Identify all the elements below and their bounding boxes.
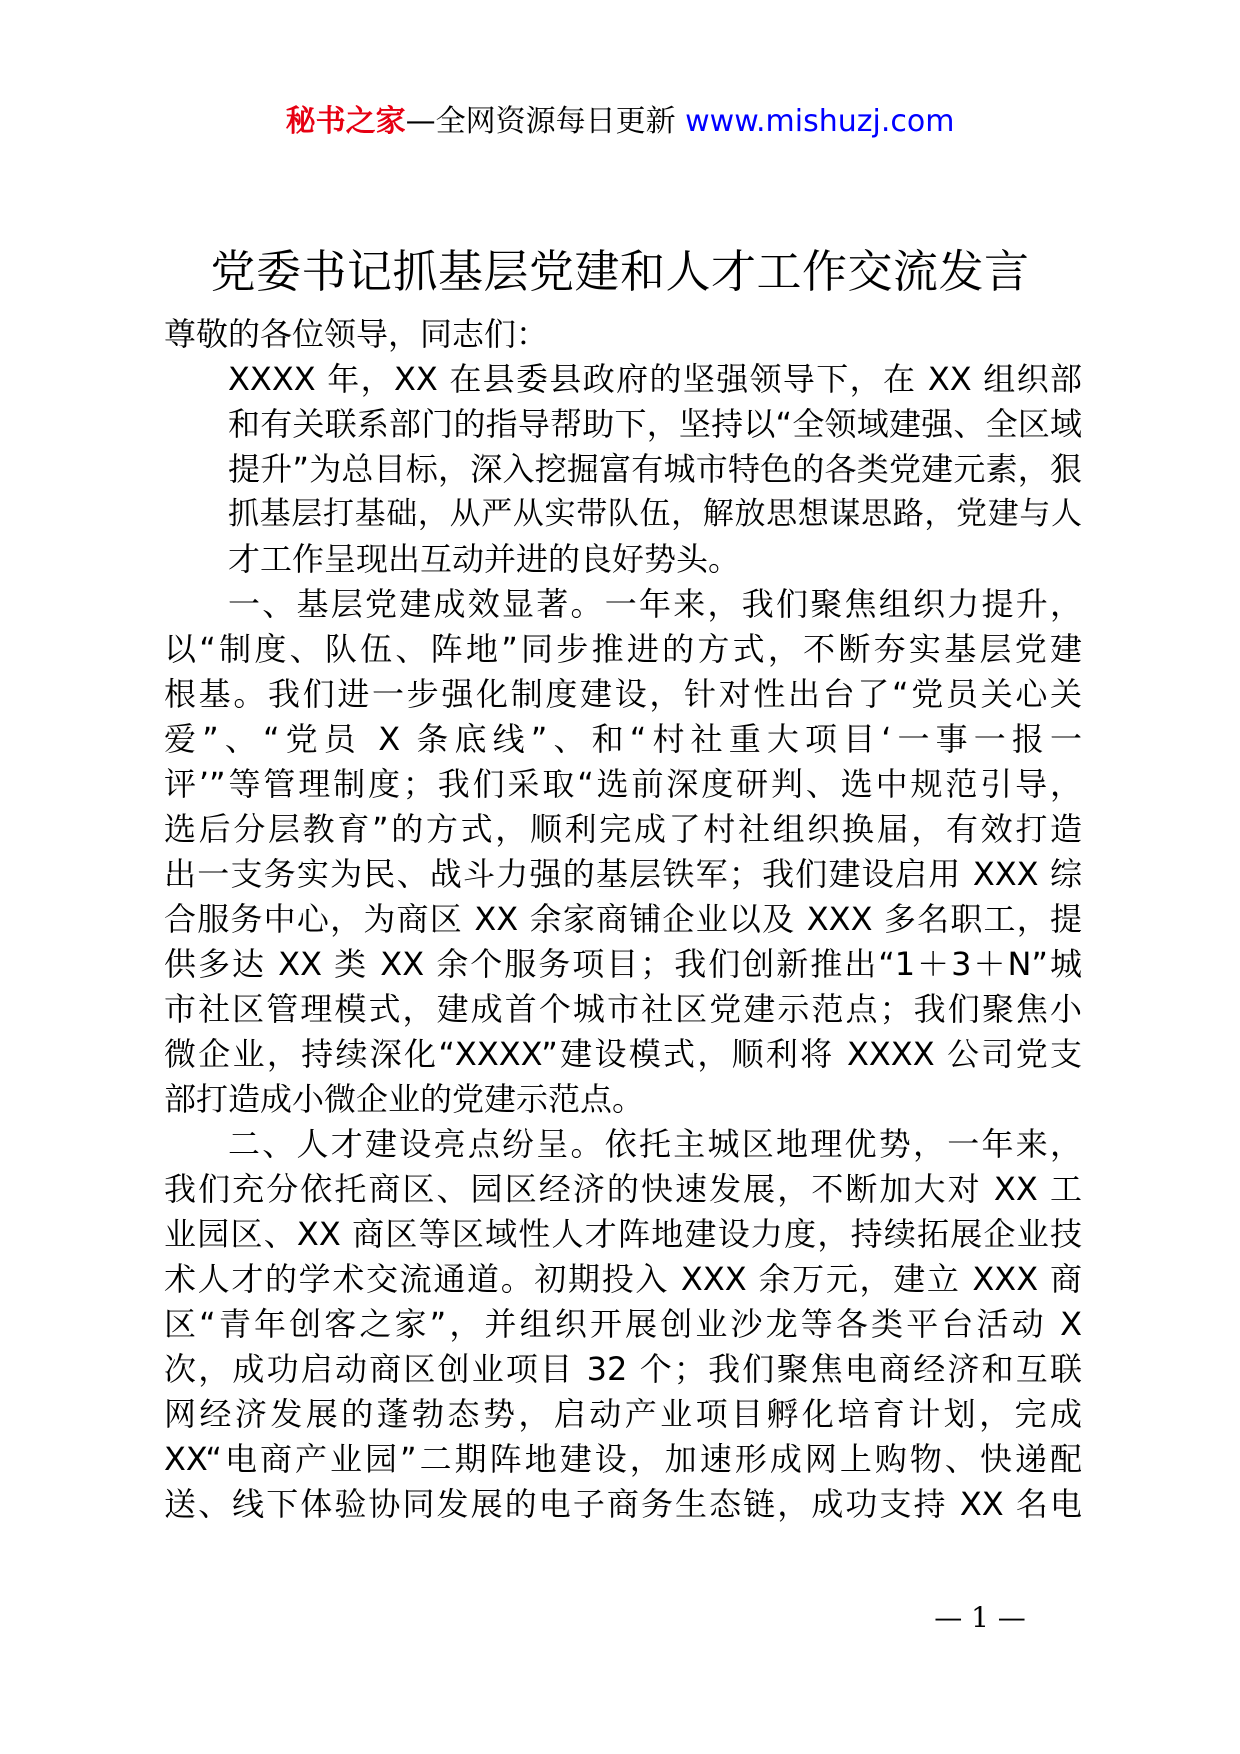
paragraph-intro <box>164 357 1082 582</box>
text-line: 一、基层党建成效显著。一年来，我们聚焦组织力提升， <box>228 585 1082 623</box>
document-body <box>164 312 1082 1527</box>
text-line: 爱”、“党员 X 条底线”、和“村社重大项目‘一事一报一 <box>164 720 1082 758</box>
text-line: 以“制度、队伍、阵地”同步推进的方式，不断夯实基层党建 <box>164 630 1082 668</box>
text-line: 我们充分依托商区、园区经济的快速发展，不断加大对 XX 工 <box>164 1170 1082 1208</box>
text-line: XXXX 年，XX 在县委县政府的坚强领导下，在 XX 组织部 <box>228 360 1082 398</box>
brand-name: 秘书之家 <box>285 104 406 139</box>
text-line: 业园区、XX 商区等区域性人才阵地建设力度，持续拓展企业技 <box>164 1215 1082 1253</box>
text-line: 部打造成小微企业的党建示范点。 <box>164 1080 645 1118</box>
text-line: 网经济发展的蓬勃态势，启动产业项目孵化培育计划，完成 <box>164 1395 1082 1433</box>
site-url-link[interactable]: www.mishuzj.com <box>685 104 955 139</box>
text-line: 提升”为总目标，深入挖掘富有城市特色的各类党建元素，狠 <box>228 450 1082 488</box>
text-line: 选后分层教育”的方式，顺利完成了村社组织换届，有效打造 <box>164 810 1082 848</box>
paragraph-party-building <box>164 582 1082 1122</box>
text-line: 供多达 XX 类 XX 余个服务项目；我们创新推出“1＋3＋N”城 <box>164 945 1082 983</box>
text-line: 区“青年创客之家”，并组织开展创业沙龙等各类平台活动 X <box>164 1305 1082 1343</box>
text-line: 二、人才建设亮点纷呈。依托主城区地理优势，一年来， <box>228 1125 1082 1163</box>
document-title: 党委书记抓基层党建和人才工作交流发言 <box>210 245 1030 298</box>
site-header <box>0 100 1240 144</box>
text-line: 次，成功启动商区创业项目 32 个；我们聚焦电商经济和互联 <box>164 1350 1082 1388</box>
paragraph-talent <box>164 1122 1082 1527</box>
text-line: 合服务中心，为商区 XX 余家商铺企业以及 XXX 多名职工，提 <box>164 900 1082 938</box>
text-line: 评’”等管理制度；我们采取“选前深度研判、选中规范引导， <box>164 765 1082 803</box>
text-line: 抓基层打基础，从严从实带队伍，解放思想谋思路，党建与人 <box>228 496 1082 532</box>
text-line: 市社区管理模式，建成首个城市社区党建示范点；我们聚焦小 <box>164 990 1082 1028</box>
text-line: 微企业，持续深化“XXXX”建设模式，顺利将 XXXX 公司党支 <box>164 1035 1082 1073</box>
text-line: 根基。我们进一步强化制度建设，针对性出台了“党员关心关 <box>164 675 1082 713</box>
text-line: 和有关联系部门的指导帮助下，坚持以“全领域建强、全区域 <box>228 405 1082 443</box>
text-line: 送、线下体验协同发展的电子商务生态链，成功支持 XX 名电 <box>164 1485 1082 1523</box>
text-line: 出一支务实为民、战斗力强的基层铁军；我们建设启用 XXX 综 <box>164 855 1082 893</box>
page-number: — 1 — <box>934 1601 1026 1634</box>
text-line: 术人才的学术交流通道。初期投入 XXX 余万元，建立 XXX 商 <box>164 1260 1082 1298</box>
text-line: 才工作呈现出互动并进的良好势头。 <box>228 540 741 578</box>
header-slogan: —全网资源每日更新 <box>405 104 676 139</box>
text-line: XX“电商产业园”二期阵地建设，加速形成网上购物、快递配 <box>164 1440 1082 1478</box>
salutation: 尊敬的各位领导，同志们： <box>164 315 549 353</box>
